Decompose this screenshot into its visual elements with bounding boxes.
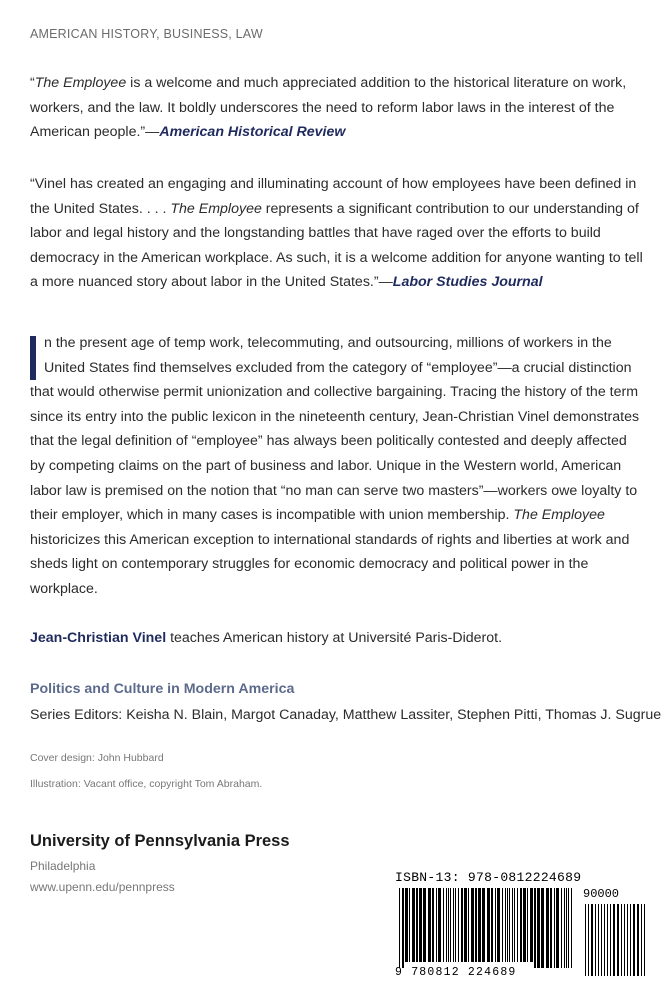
barcode-bar <box>514 888 515 962</box>
addon-bar <box>610 904 611 976</box>
barcode-bar <box>505 888 506 962</box>
quote-source: American Historical Review <box>159 124 346 141</box>
addon-bar <box>598 904 599 976</box>
description-text-a: n the present age of temp work, telecommuting, and outsourcing, millions of workers in the United States find themselves excluded from the category of “employee”—a crucial distinction that would otherwise permit unionization and collective bargaining. Tracing the history of the term since its entry into the public lexicon in the nineteenth century, Jean-Christian Vinel demonstrates that the legal definition of “employee” has always been politically contested and deeply affected by competing claims on the part of business and labor. Unique in the Western world, American labor law is premised on the notion that “no man can serve two masters”—workers owe loyalty to their employer, which in many cases is incompatible with union membership. <box>30 335 640 524</box>
barcode-bar <box>471 888 474 962</box>
quote-text-a: “Vinel has created an engaging and illuminating account of how employees have been defined in the United States. . . . <box>30 176 637 217</box>
barcode-bar <box>530 888 533 962</box>
addon-bar <box>588 904 589 976</box>
barcode-bar <box>527 888 528 962</box>
author-bio <box>30 630 502 646</box>
review-quote-2 <box>30 172 645 295</box>
author-bio-text: teaches American history at Université Paris-Diderot. <box>166 630 503 646</box>
barcode-bar <box>448 888 449 962</box>
book-title-italic: The Employee <box>513 507 605 524</box>
series-editors: Series Editors: Keisha N. Blain, Margot Canaday, Matthew Lassiter, Stephen Pitti, Thomas J. Sugrue <box>30 707 662 723</box>
barcode-bar <box>419 888 422 962</box>
barcode-bar <box>428 888 431 962</box>
barcode-digits: 9 780812 224689 <box>395 966 517 979</box>
book-title-italic: The Employee <box>34 75 127 91</box>
barcode-bar <box>571 888 572 968</box>
barcode-bar <box>446 888 447 962</box>
cover-credit: Cover design: John Hubbard <box>30 752 164 764</box>
addon-bar <box>641 904 642 976</box>
barcode-bar <box>550 888 552 968</box>
barcode-bar <box>478 888 481 962</box>
barcode-bar <box>450 888 451 962</box>
barcode-bar <box>475 888 477 962</box>
addon-bar <box>624 904 625 976</box>
barcode-bar <box>436 888 437 962</box>
series-title: Politics and Culture in Modern America <box>30 681 295 697</box>
quote-open: “ <box>30 75 35 91</box>
barcode-bar <box>453 888 454 962</box>
addon-bar <box>601 904 602 976</box>
barcode-bar <box>432 888 434 962</box>
barcode-bar <box>534 888 536 968</box>
addon-bar <box>644 904 645 976</box>
barcode-bar <box>554 888 555 968</box>
barcode-bar <box>556 888 559 968</box>
description-text-b: historicizes this American exception to international standards of rights and liberties at work and sheds light on contemporary struggles for economic democracy and political power in the workplace. <box>30 531 630 597</box>
barcode-bar <box>455 888 456 962</box>
barcode-bar <box>566 888 567 968</box>
barcode-bar <box>546 888 549 968</box>
quote-text: is a welcome and much appreciated addition to the historical literature on work, workers, and the law. It boldly underscores the need to reform labor laws in the interest of the American people.”— <box>30 75 627 141</box>
barcode-bar <box>495 888 496 962</box>
barcode-bar <box>416 888 418 962</box>
barcode-bar <box>509 888 510 962</box>
barcode-bar <box>464 888 467 962</box>
addon-bar <box>591 904 593 976</box>
publisher-name: University of Pennsylvania Press <box>30 832 290 850</box>
barcode-bar <box>541 888 544 968</box>
barcode-bar <box>564 888 565 968</box>
author-name: Jean-Christian Vinel <box>30 630 167 646</box>
barcode-bar <box>438 888 441 962</box>
barcode-bar <box>491 888 493 962</box>
barcode-bar <box>405 888 408 962</box>
barcode-bar <box>507 888 508 962</box>
quote-text-b: represents a significant contribution to our understanding of labor and legal history and the longstanding battles that have raged over the efforts to build democracy in the American workplace. As such, it is a welcome addition for anyone wanting to tell a more nuanced story about labor in the United States.”— <box>30 200 643 291</box>
addon-bar <box>607 904 608 976</box>
barcode-bar <box>568 888 569 968</box>
addon-bar <box>617 904 619 976</box>
barcode-bar <box>523 888 526 962</box>
barcode-bar <box>423 888 426 962</box>
barcode-bar <box>468 888 469 962</box>
barcode-bar <box>482 888 485 962</box>
book-description <box>30 331 645 602</box>
addon-bar <box>633 904 635 976</box>
barcode-bar <box>487 888 490 962</box>
addon-bar <box>585 904 586 976</box>
barcode-bar <box>512 888 513 962</box>
barcode-bar <box>409 888 410 962</box>
category-label: AMERICAN HISTORY, BUSINESS, LAW <box>30 27 263 41</box>
barcode-bar <box>517 888 518 962</box>
illustration-credit: Illustration: Vacant office, copyright Tom Abraham. <box>30 778 263 790</box>
barcode-bar <box>443 888 444 962</box>
addon-bar <box>604 904 605 976</box>
addon-bar <box>595 904 596 976</box>
addon-bar <box>630 904 631 976</box>
barcode-bar <box>402 888 404 968</box>
drop-cap-bar <box>30 336 36 380</box>
addon-bar <box>621 904 622 976</box>
addon-bar <box>627 904 628 976</box>
barcode-bar <box>497 888 500 962</box>
publisher-city: Philadelphia <box>30 859 96 873</box>
addon-bar <box>637 904 639 976</box>
price-addon: 90000 <box>583 887 620 901</box>
publisher-url: www.upenn.edu/pennpress <box>30 880 175 894</box>
quote-source: Labor Studies Journal <box>392 274 543 291</box>
isbn-label: ISBN-13: 978-0812224689 <box>395 870 582 885</box>
barcode-bar <box>502 888 503 962</box>
book-title-italic: The Employee <box>170 200 262 217</box>
barcode-bar <box>537 888 540 968</box>
addon-bar <box>613 904 615 976</box>
barcode-bar <box>412 888 415 962</box>
barcode-bar <box>561 888 562 968</box>
barcode-bar <box>520 888 522 962</box>
barcode-bar <box>399 888 400 968</box>
barcode-bar <box>458 888 459 962</box>
barcode-bar <box>461 888 463 962</box>
review-quote-1 <box>30 71 645 145</box>
